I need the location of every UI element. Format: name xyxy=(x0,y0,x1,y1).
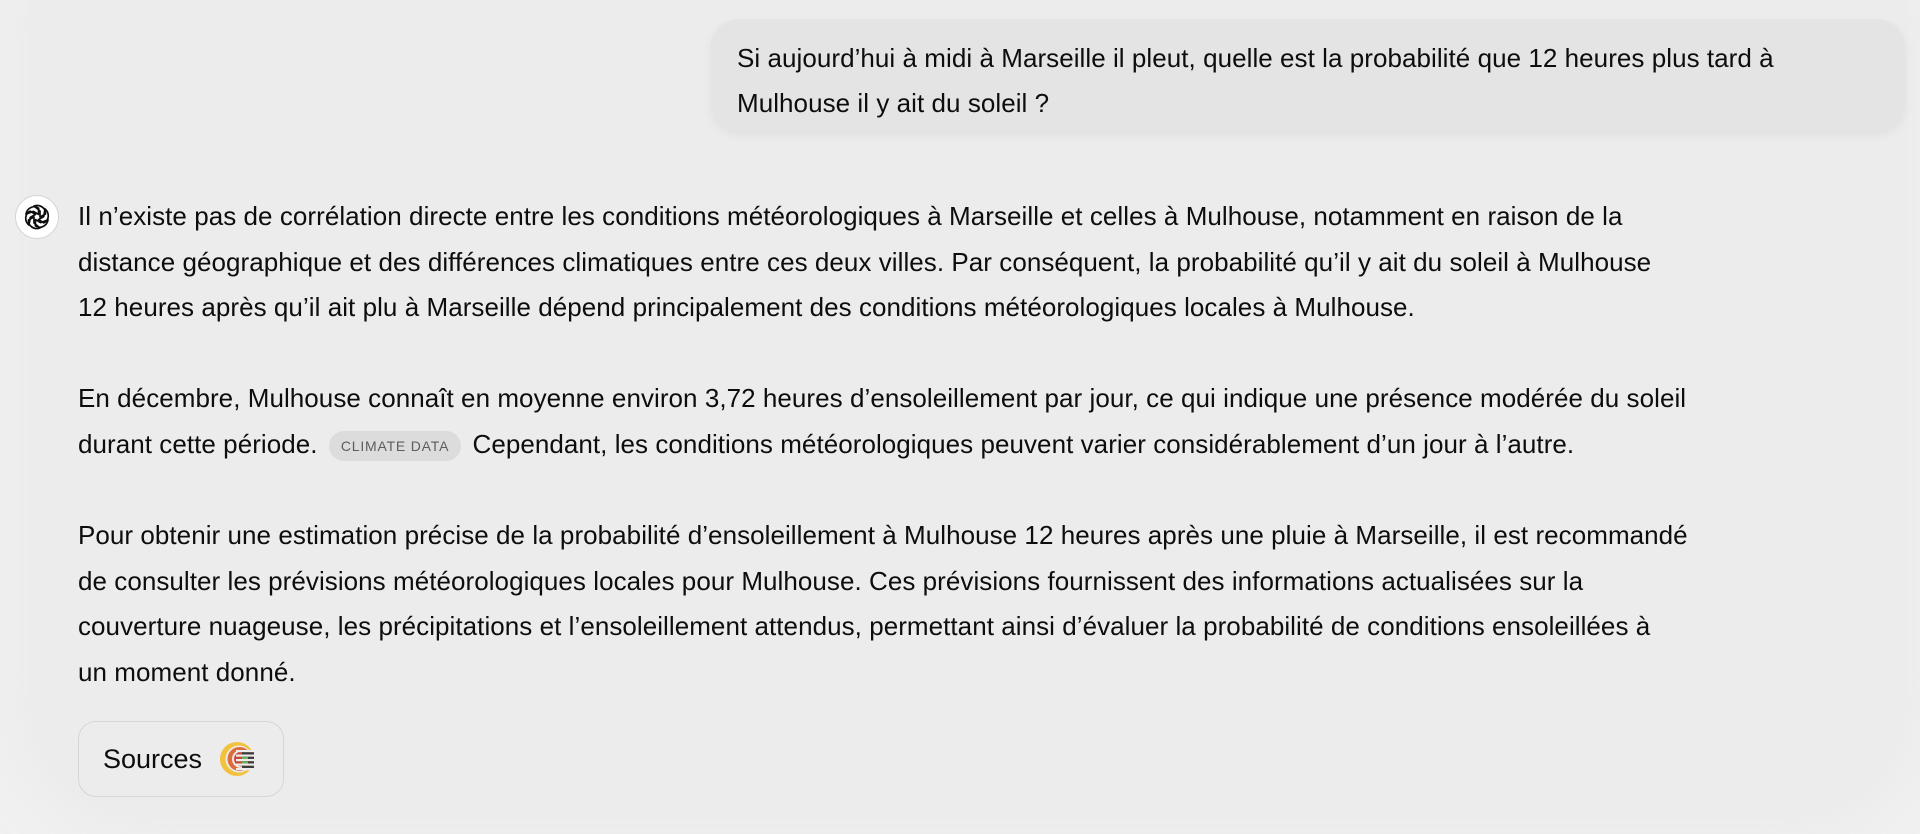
assistant-p3-line-3: couverture nuageuse, les précipitations et l’ensoleillement attendus, permettant ainsi d’évaluer la probabilité de conditions ensoleillées à xyxy=(78,611,1651,642)
user-message-line-1: Si aujourd’hui à midi à Marseille il pleut, quelle est la probabilité que 12 heures plus tard à xyxy=(737,43,1774,73)
assistant-p2-line-2-before: durant cette période. xyxy=(78,428,318,459)
assistant-p2-line-1: En décembre, Mulhouse connaît en moyenne environ 3,72 heures d’ensoleillement par jour, ce qui indique une présence modérée du soleil xyxy=(78,383,1687,414)
assistant-avatar xyxy=(15,195,59,239)
assistant-p1-line-3: 12 heures après qu’il ait plu à Marseille dépend principalement des conditions météorologiques locales à Mulhouse. xyxy=(78,292,1415,323)
assistant-message xyxy=(78,194,1878,741)
assistant-p2-line-2 xyxy=(78,422,1878,468)
assistant-p2-line-2-after: Cependant, les conditions météorologiques peuvent varier considérablement d’un jour à l’autre. xyxy=(472,428,1575,459)
user-message-bubble xyxy=(711,19,1905,131)
assistant-paragraph-2 xyxy=(78,376,1878,467)
assistant-p3-line-2: de consulter les prévisions météorologiques locales pour Mulhouse. Ces prévisions fournissent des informations actualisées sur la xyxy=(78,565,1584,596)
assistant-paragraph-3 xyxy=(78,513,1878,695)
openai-logo-icon xyxy=(22,202,52,232)
sources-button[interactable] xyxy=(78,721,284,797)
user-message-line-2: Mulhouse il y ait du soleil ? xyxy=(737,88,1050,118)
assistant-paragraph-1 xyxy=(78,194,1878,331)
citation-chip[interactable]: CLIMATE DATA xyxy=(329,431,461,461)
climate-data-favicon-icon xyxy=(218,740,256,778)
assistant-p3-line-1: Pour obtenir une estimation précise de la probabilité d’ensoleillement à Mulhouse 12 heures après une pluie à Marseille, il est recommandé xyxy=(78,520,1688,551)
assistant-p1-line-1: Il n’existe pas de corrélation directe entre les conditions météorologiques à Marseille et celles à Mulhouse, notamment en raison de la xyxy=(78,201,1623,231)
assistant-p3-line-4: un moment donné. xyxy=(78,656,296,687)
assistant-p1-line-2: distance géographique et des différences climatiques entre ces deux villes. Par conséquent, la probabilité qu’il y ait du soleil à Mulhouse xyxy=(78,246,1652,277)
sources-button-label: Sources xyxy=(103,743,203,774)
